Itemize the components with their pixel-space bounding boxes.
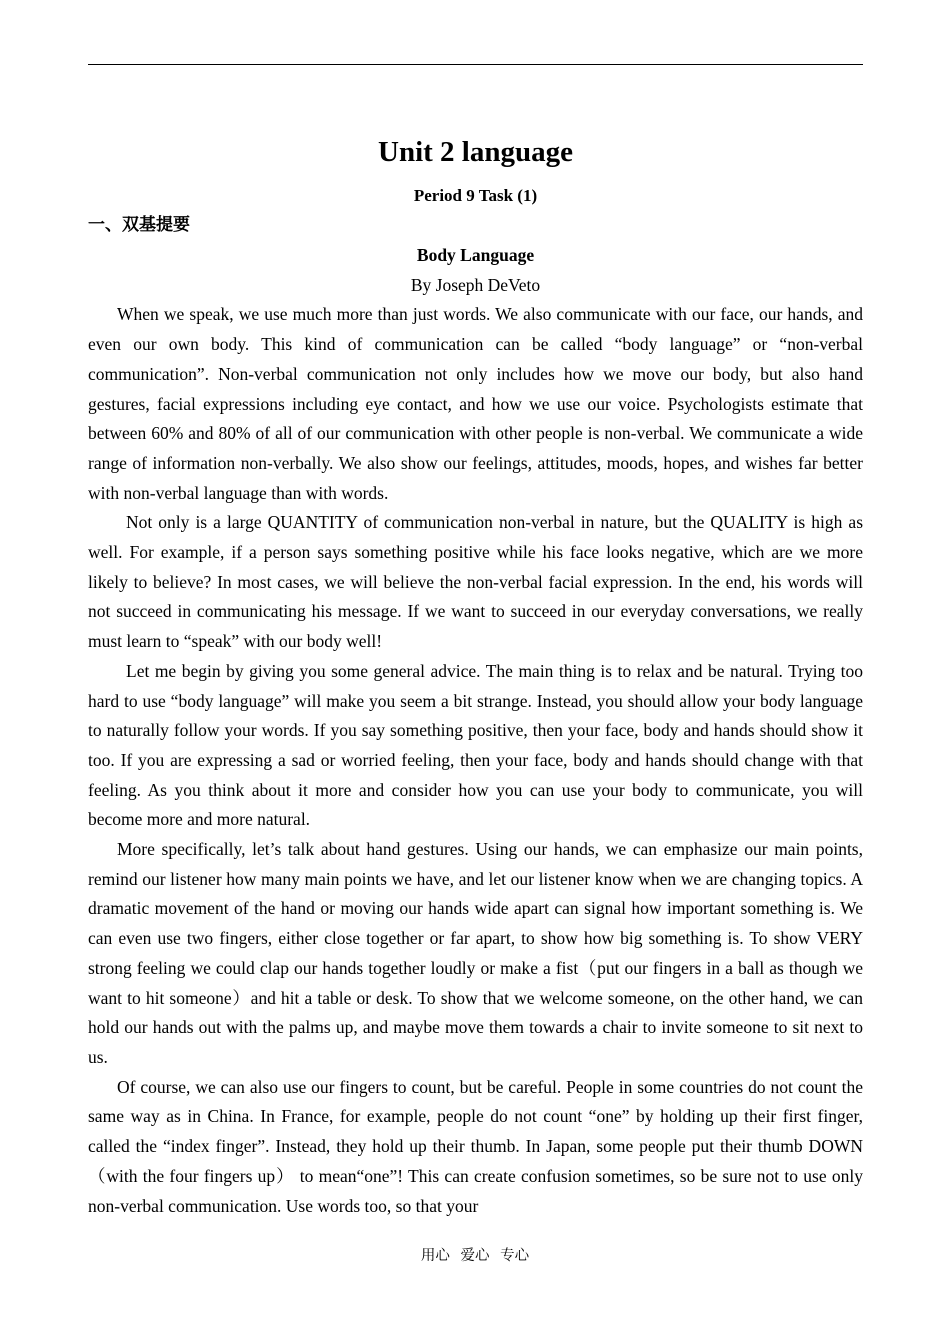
article-byline: By Joseph DeVeto bbox=[410, 274, 541, 295]
paragraph: Of course, we can also use our fingers to count, but be careful. People in some countries do not count the same way as in China. In France, for example, people do not count “one” by holding up their first finger, called the “index finger”. Instead, they hold up their thumb. In Japan, some people put their thumb DOWN （with the four fingers up） to mean“one”! This can create confusion sometimes, so be sure not to use only non-verbal communication. Use words too, so that your bbox=[88, 1076, 863, 1216]
page-title: Unit 2 language bbox=[378, 136, 573, 168]
section-heading: 一、双基提要 bbox=[88, 215, 190, 234]
paragraph: Let me begin by giving you some general advice. The main thing is to relax and be natural. Trying too hard to use “body language” will make you seem a bit strange. Instead, you should allow your body language to naturally follow your words. If you say something positive, then your face, body and hands should show it too. If you are expressing a sad or worried feeling, then your face, body and hands should change with that feeling. As you think about it more and consider how you can use your body to communicate, you will become more and more natural. bbox=[88, 660, 863, 830]
paragraph: Not only is a large QUANTITY of communication non-verbal in nature, but the QUALITY is high as well. For example, if a person says something positive while his face looks negative, which are we more likely to believe? In most cases, we will believe the non-verbal facial expression. In the end, his words will not succeed in communicating his message. If we want to succeed in our everyday conversations, we really must learn to “speak” with our body well! bbox=[88, 512, 863, 652]
header-rule bbox=[88, 64, 863, 65]
page-footer: 用心 爱心 专心 bbox=[420, 1248, 530, 1264]
paragraph: When we speak, we use much more than just words. We also communicate with our face, our hands, and even our own body. This kind of communication can be called “body language” or “non-verbal communication”. Non-verbal communication not only includes how we move our body, but also hand gestures, facial expressions including eye contact, and how we use our voice. Psychologists estimate that between 60% and 80% of all of our communication with other people is non-verbal. We communicate a wide range of information non-verbally. We also show our feelings, attitudes, moods, hopes, and wishes far better with non-verbal language than with words. bbox=[88, 304, 863, 503]
article-body bbox=[88, 241, 863, 1221]
paragraph: More specifically, let’s talk about hand gestures. Using our hands, we can emphasize our main points, remind our listener how many main points we have, and let our listener know when we are changing topics. A dramatic movement of the hand or moving our hands wide apart can signal how important something is. We can even use two fingers, either close together or far apart, to show how big something is. To show VERY strong feeling we could clap our hands together loudly or make a fist（put our fingers in a ball as though we want to hit someone）and hit a table or desk. To show that we welcome someone, on the other hand, we can hold our hands out with the palms up, and maybe move them towards a chair to invite someone to sit next to us. bbox=[88, 839, 863, 1067]
page-subtitle: Period 9 Task (1) bbox=[413, 186, 538, 205]
article-title: Body Language bbox=[416, 245, 535, 265]
